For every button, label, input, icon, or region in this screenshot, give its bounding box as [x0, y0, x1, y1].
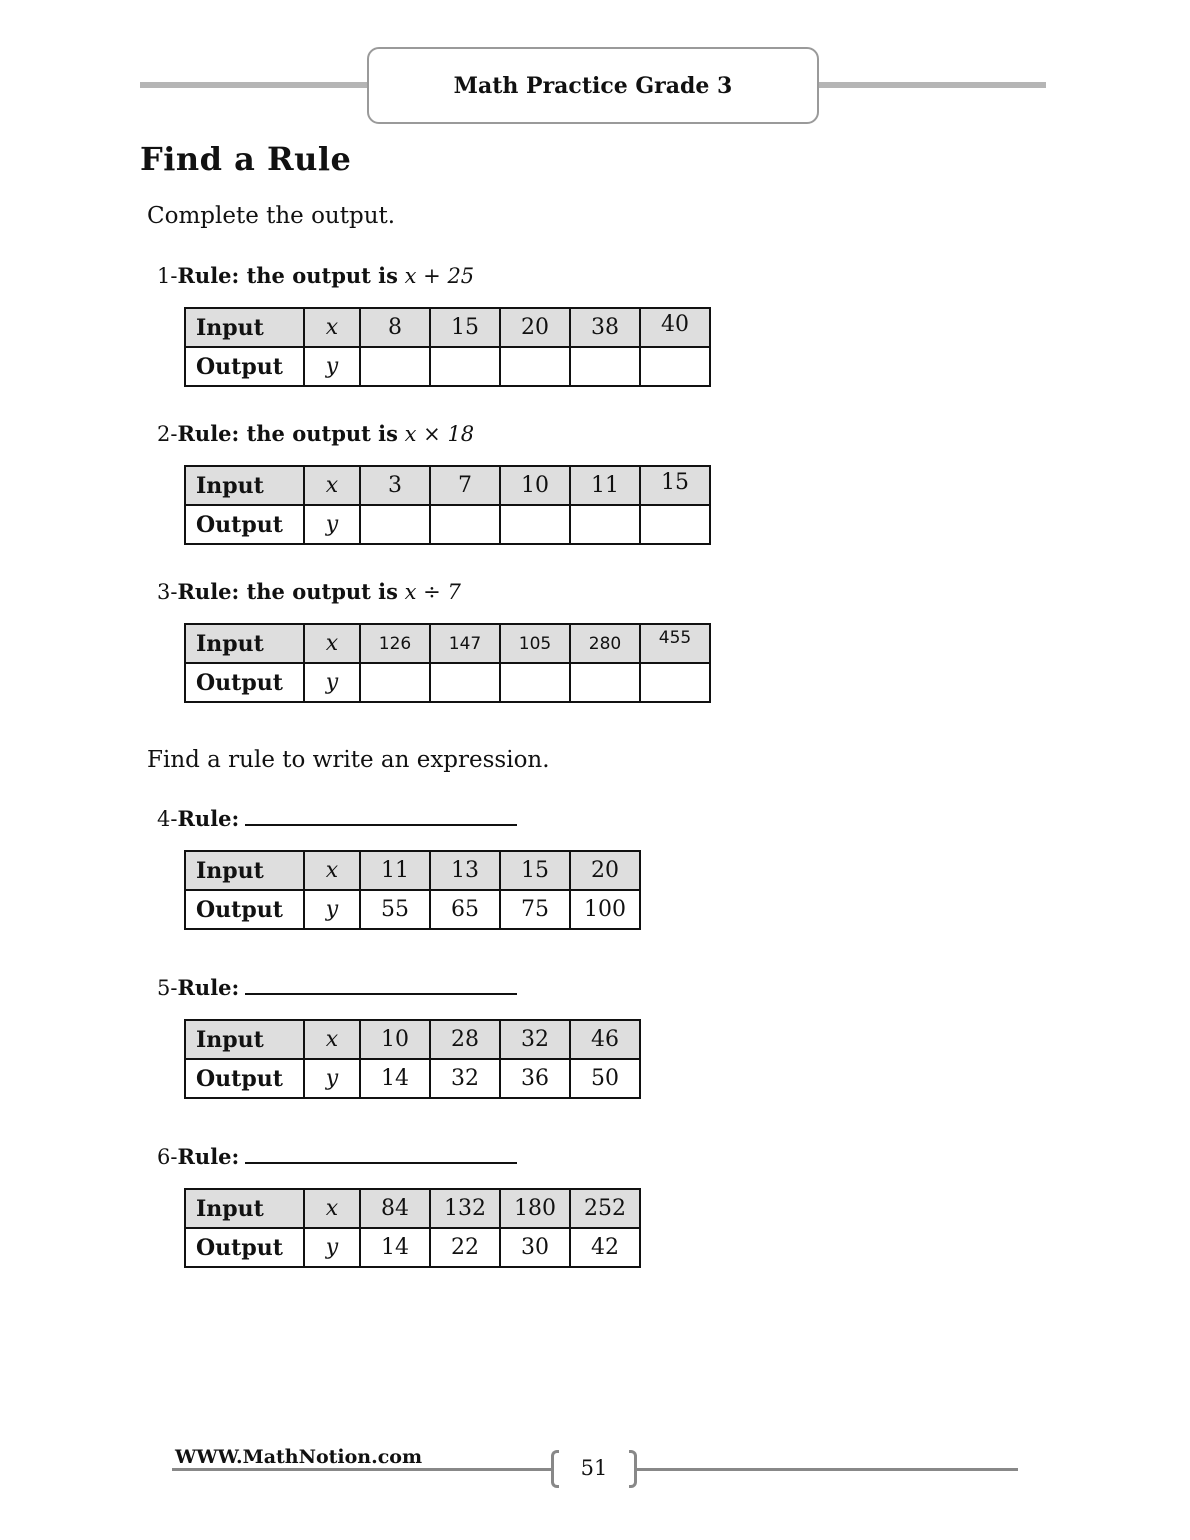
output-answer-cell[interactable] [500, 505, 570, 544]
table-row-output [185, 1059, 640, 1098]
output-cell: 22 [430, 1228, 500, 1267]
output-cell: 36 [500, 1059, 570, 1098]
input-cell: 11 [570, 466, 640, 505]
input-label: Input [185, 1189, 304, 1228]
table-row-output [185, 1228, 640, 1267]
x-label: x [304, 624, 360, 663]
output-answer-cell[interactable] [500, 347, 570, 386]
output-cell: 50 [570, 1059, 640, 1098]
problem-2-table [184, 465, 711, 545]
input-cell: 40 [640, 308, 710, 347]
output-answer-cell[interactable] [430, 347, 500, 386]
rule-answer-line[interactable] [245, 806, 517, 826]
y-label: y [304, 890, 360, 929]
footer-website: WWW.MathNotion.com [175, 1446, 423, 1468]
table-row-output [185, 505, 710, 544]
y-label: y [304, 663, 360, 702]
input-cell: 180 [500, 1189, 570, 1228]
input-cell: 15 [500, 851, 570, 890]
table-row-input [185, 1020, 640, 1059]
problem-4-table [184, 850, 641, 930]
input-cell: 8 [360, 308, 430, 347]
input-cell: 7 [430, 466, 500, 505]
problem-6-table [184, 1188, 641, 1268]
problem-2-label: 2-Rule: the output is x × 18 [157, 421, 475, 446]
input-cell: 10 [360, 1020, 430, 1059]
input-label: Input [185, 851, 304, 890]
input-cell: 3 [360, 466, 430, 505]
output-cell: 75 [500, 890, 570, 929]
output-cell: 100 [570, 890, 640, 929]
input-cell: 126 [360, 624, 430, 663]
output-answer-cell[interactable] [570, 347, 640, 386]
y-label: y [304, 505, 360, 544]
table-row-output [185, 663, 710, 702]
input-label: Input [185, 308, 304, 347]
instruction-find-rule: Find a rule to write an expression. [147, 747, 550, 773]
problem-4-label: 4-Rule: [157, 806, 517, 831]
y-label: y [304, 1059, 360, 1098]
input-cell: 84 [360, 1189, 430, 1228]
problem-3-table [184, 623, 711, 703]
header-rule-left [140, 82, 368, 88]
table-row-input [185, 624, 710, 663]
output-answer-cell[interactable] [640, 663, 710, 702]
page-title: Find a Rule [140, 140, 352, 178]
instruction-complete: Complete the output. [147, 203, 396, 229]
table-row-input [185, 1189, 640, 1228]
output-answer-cell[interactable] [360, 663, 430, 702]
output-label: Output [185, 890, 304, 929]
output-cell: 14 [360, 1228, 430, 1267]
problem-6-label: 6-Rule: [157, 1144, 517, 1169]
x-label: x [304, 466, 360, 505]
output-label: Output [185, 1059, 304, 1098]
y-label: y [304, 347, 360, 386]
page-number-bracket-left [551, 1450, 559, 1488]
problem-1-table [184, 307, 711, 387]
output-cell: 55 [360, 890, 430, 929]
problem-1-label: 1-Rule: the output is x + 25 [157, 263, 475, 288]
problem-5-table [184, 1019, 641, 1099]
input-cell: 105 [500, 624, 570, 663]
page-number-bracket-right [629, 1450, 637, 1488]
table-row-output [185, 890, 640, 929]
input-cell: 13 [430, 851, 500, 890]
input-cell: 20 [570, 851, 640, 890]
table-row-input [185, 308, 710, 347]
input-cell: 38 [570, 308, 640, 347]
x-label: x [304, 1189, 360, 1228]
input-cell: 15 [430, 308, 500, 347]
output-answer-cell[interactable] [430, 663, 500, 702]
output-answer-cell[interactable] [360, 505, 430, 544]
problem-3-label: 3-Rule: the output is x ÷ 7 [157, 579, 461, 604]
output-label: Output [185, 505, 304, 544]
input-cell: 252 [570, 1189, 640, 1228]
x-label: x [304, 308, 360, 347]
rule-answer-line[interactable] [245, 1144, 517, 1164]
rule-answer-line[interactable] [245, 975, 517, 995]
input-cell: 147 [430, 624, 500, 663]
output-cell: 65 [430, 890, 500, 929]
page-number: 51 [580, 1456, 608, 1480]
footer-rule-right [636, 1468, 1018, 1471]
input-cell: 10 [500, 466, 570, 505]
output-cell: 14 [360, 1059, 430, 1098]
output-answer-cell[interactable] [640, 505, 710, 544]
input-cell: 11 [360, 851, 430, 890]
output-answer-cell[interactable] [430, 505, 500, 544]
output-label: Output [185, 347, 304, 386]
input-cell: 20 [500, 308, 570, 347]
input-cell: 46 [570, 1020, 640, 1059]
output-cell: 30 [500, 1228, 570, 1267]
footer-rule-left [172, 1468, 552, 1471]
output-answer-cell[interactable] [570, 663, 640, 702]
input-cell: 32 [500, 1020, 570, 1059]
input-cell: 455 [640, 624, 710, 663]
output-label: Output [185, 1228, 304, 1267]
input-label: Input [185, 466, 304, 505]
input-label: Input [185, 1020, 304, 1059]
input-cell: 132 [430, 1189, 500, 1228]
output-label: Output [185, 663, 304, 702]
x-label: x [304, 1020, 360, 1059]
input-cell: 28 [430, 1020, 500, 1059]
output-answer-cell[interactable] [570, 505, 640, 544]
output-answer-cell[interactable] [500, 663, 570, 702]
input-cell: 15 [640, 466, 710, 505]
table-row-input [185, 851, 640, 890]
x-label: x [304, 851, 360, 890]
output-answer-cell[interactable] [360, 347, 430, 386]
output-cell: 32 [430, 1059, 500, 1098]
problem-1-expression: x + 25 [404, 264, 475, 288]
input-cell: 280 [570, 624, 640, 663]
problem-3-expression: x ÷ 7 [404, 580, 461, 604]
input-label: Input [185, 624, 304, 663]
header-rule-right [818, 82, 1046, 88]
table-row-output [185, 347, 710, 386]
problem-2-expression: x × 18 [404, 422, 475, 446]
output-cell: 42 [570, 1228, 640, 1267]
problem-5-label: 5-Rule: [157, 975, 517, 1000]
header-title: Math Practice Grade 3 [367, 47, 819, 124]
output-answer-cell[interactable] [640, 347, 710, 386]
table-row-input [185, 466, 710, 505]
y-label: y [304, 1228, 360, 1267]
